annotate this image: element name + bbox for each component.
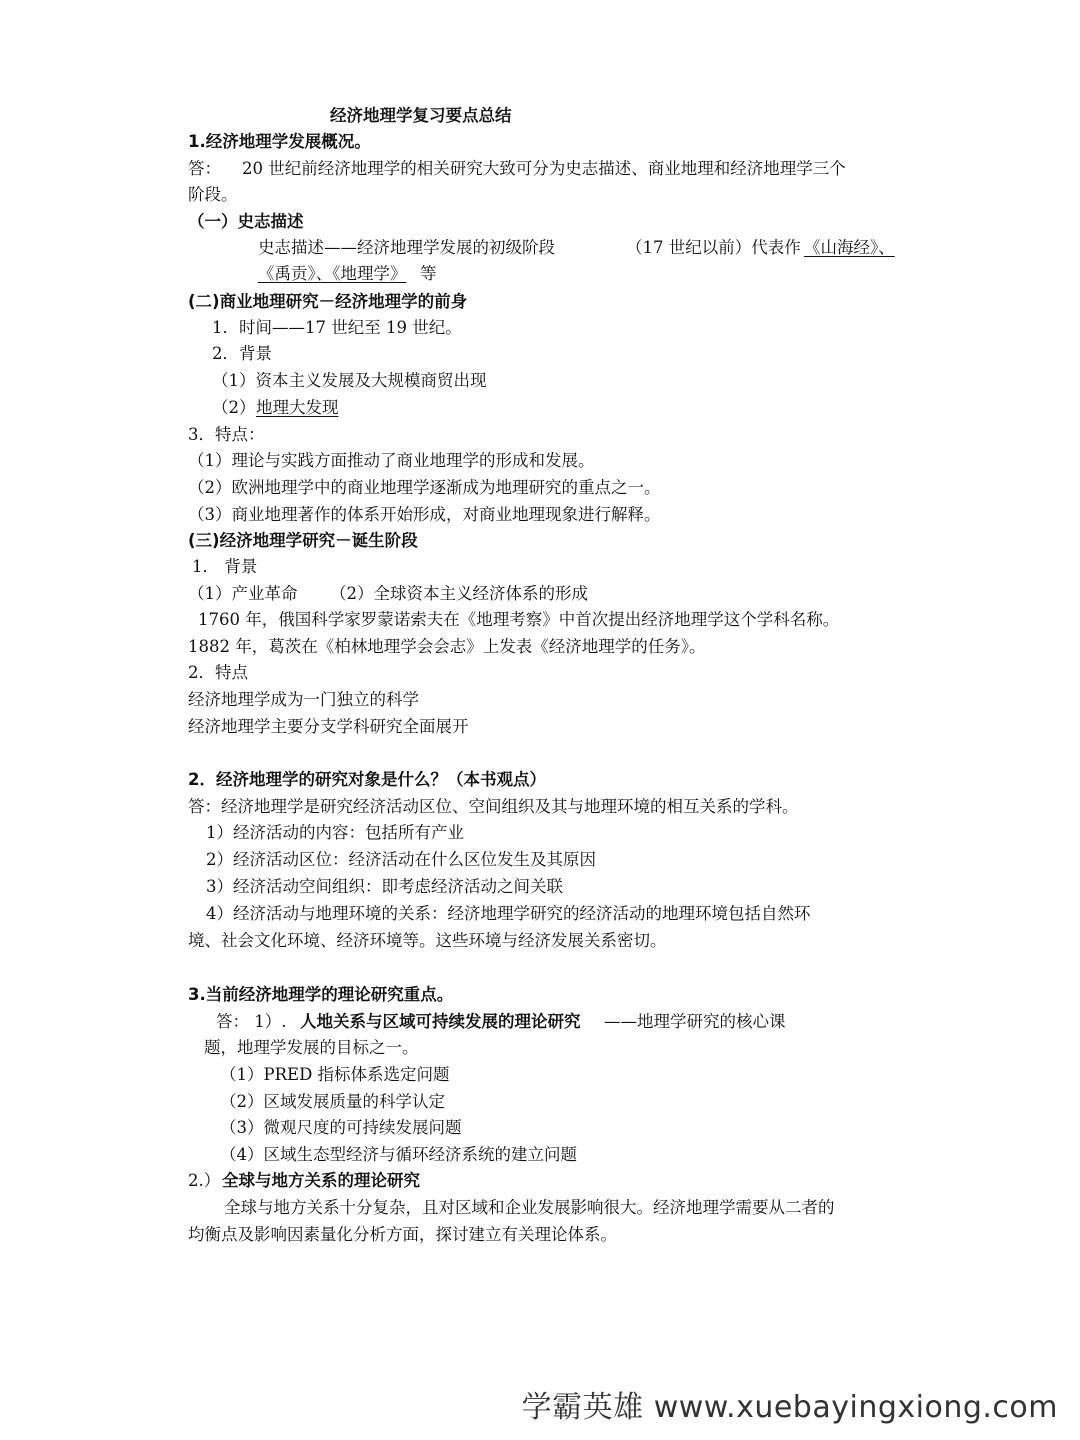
section-3-item-3: （3）微观尺度的可持续发展问题 [220,1118,462,1137]
section-1-heading: 1.经济地理学发展概况。 [188,132,371,151]
section-1-answer-line-1: 20 世纪前经济地理学的相关研究大致可分为史志描述、商业地理和经济地理学三个 [242,159,846,178]
section-3-item-1: （1）PRED 指标体系选定问题 [220,1065,450,1084]
section-2-item-4-line-2: 境、社会文化环境、经济环境等。这些环境与经济发展关系密切。 [188,931,667,950]
part-2-heading: (二)商业地理研究－经济地理学的前身 [188,292,468,311]
section-3-answer-a: 答： 1）. [216,1012,287,1031]
part-2-background-2-text: 地理大发现 [256,398,339,417]
section-2-answer: 答：经济地理学是研究经济活动区位、空间组织及其与地理环境的相互关系的学科。 [188,797,799,816]
part-1-line-1b: （17 世纪以前）代表作 [626,238,801,257]
section-3-part-2-heading: 全球与地方关系的理论研究 [222,1171,420,1190]
section-2-item-3: 3）经济活动空间组织：即考虑经济活动之间关联 [206,877,563,896]
part-1-line-2b: 等 [420,264,437,283]
section-3-part-2-line-1: 全球与地方关系十分复杂，且对区域和企业发展影响很大。经济地理学需要从二者的 [224,1198,835,1217]
section-2-item-2: 2）经济活动区位：经济活动在什么区位发生及其原因 [206,850,596,869]
section-3-item-4: （4）区域生态型经济与循环经济系统的建立问题 [220,1145,577,1164]
section-1-answer-label: 答： [188,159,221,178]
part-2-feature-2: （2）欧洲地理学中的商业地理学逐渐成为地理研究的重点之一。 [188,478,661,497]
doc-title: 经济地理学复习要点总结 [330,106,512,125]
part-2-feature-1: （1）理论与实践方面推动了商业地理学的形成和发展。 [188,451,595,470]
part-2-feature-3: （3）商业地理著作的体系开始形成，对商业地理现象进行解释。 [188,505,661,524]
part-3-background-a: （1）产业革命 [188,584,298,603]
section-1-answer-line-2: 阶段。 [188,185,238,204]
watermark: 学霸英雄 www.xuebayingxiong.com [521,1390,1058,1425]
section-3-part-2-line-2: 均衡点及影响因素量化分析方面，探讨建立有关理论体系。 [188,1225,617,1244]
section-3-answer-line-2: 题，地理学发展的目标之一。 [204,1038,419,1057]
part-3-feature-2: 经济地理学主要分支学科研究全面展开 [188,717,469,736]
section-2-item-1: 1）经济活动的内容：包括所有产业 [206,823,464,842]
part-3-year-1760: 1760 年，俄国科学家罗蒙诺索夫在《地理考察》中首次提出经济地理学这个学科名称。 [198,610,840,629]
part-2-background-1: （1）资本主义发展及大规模商贸出现 [212,371,487,390]
section-2-item-4-line-1: 4）经济活动与地理环境的关系：经济地理学研究的经济活动的地理环境包括自然环 [206,904,811,923]
part-2-features: 3．特点： [188,425,265,444]
part-1-works-link-2: 《禹贡》、《地理学》 [258,264,407,283]
section-3-answer-c: ——地理学研究的核心课 [604,1012,786,1031]
part-1-works-link-1: 《山海经》、 [804,238,895,257]
section-3-answer-topic-1: 人地关系与区域可持续发展的理论研究 [300,1012,581,1031]
part-1-line-1a: 史志描述——经济地理学发展的初级阶段 [258,238,555,257]
section-2-heading: 2．经济地理学的研究对象是什么？（本书观点） [188,770,546,789]
part-3-year-1882: 1882 年，葛茨在《柏林地理学会会志》上发表《经济地理学的任务》。 [188,637,706,656]
section-3-heading: 3.当前经济地理学的理论研究重点。 [188,985,454,1004]
part-2-background-2-label: （2） [212,398,256,417]
part-2-time: 1．时间——17 世纪至 19 世纪。 [212,318,462,337]
part-3-heading: (三)经济地理学研究－诞生阶段 [188,531,418,550]
part-3-background: 1． 背景 [192,557,258,576]
section-3-part-2-label: 2.） [188,1171,221,1190]
part-3-features: 2．特点 [188,663,248,682]
part-3-feature-1: 经济地理学成为一门独立的科学 [188,690,419,709]
section-3-item-2: （2）区域发展质量的科学认定 [220,1092,445,1111]
part-2-background: 2．背景 [212,344,272,363]
part-1-heading: （一）史志描述 [188,212,304,231]
part-3-background-b: （2）全球资本主义经济体系的形成 [330,584,588,603]
